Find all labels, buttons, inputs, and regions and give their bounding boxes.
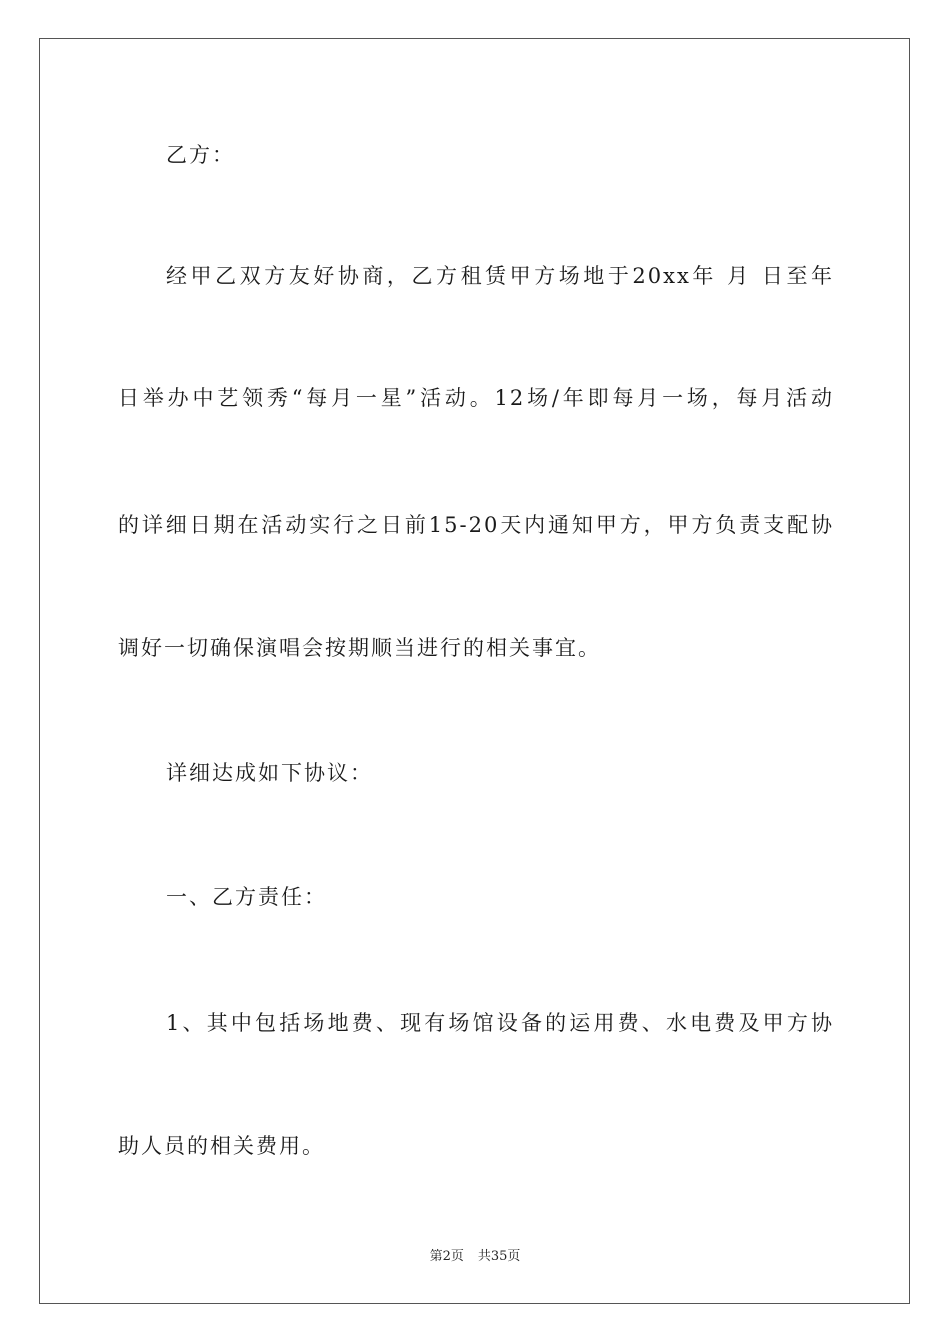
paragraph-line: 助人员的相关费用。 <box>118 1134 325 1158</box>
paragraph-line: 1、其中包括场地费、现有场馆设备的运用费、水电费及甲方协 <box>166 1011 834 1035</box>
paragraph-line: 调好一切确保演唱会按期顺当进行的相关事宜。 <box>118 636 601 660</box>
page-number: 第2页 <box>429 1249 464 1264</box>
paragraph-agreement-intro: 详细达成如下协议： <box>166 761 373 785</box>
paragraph-line: 的详细日期在活动实行之日前15-20天内通知甲方，甲方负责支配协 <box>118 513 834 537</box>
section-heading: 一、乙方责任： <box>166 885 327 909</box>
paragraph-line: 日举办中艺领秀“每月一星”活动。12场/年即每月一场，每月活动 <box>118 386 834 410</box>
page-footer <box>0 1248 950 1266</box>
paragraph-line: 经甲乙双方友好协商，乙方租赁甲方场地于20xx年 月 日至年 <box>166 264 834 288</box>
page-total: 共35页 <box>477 1249 521 1264</box>
paragraph-party-b: 乙方： <box>166 143 235 167</box>
page-border <box>39 38 910 1304</box>
